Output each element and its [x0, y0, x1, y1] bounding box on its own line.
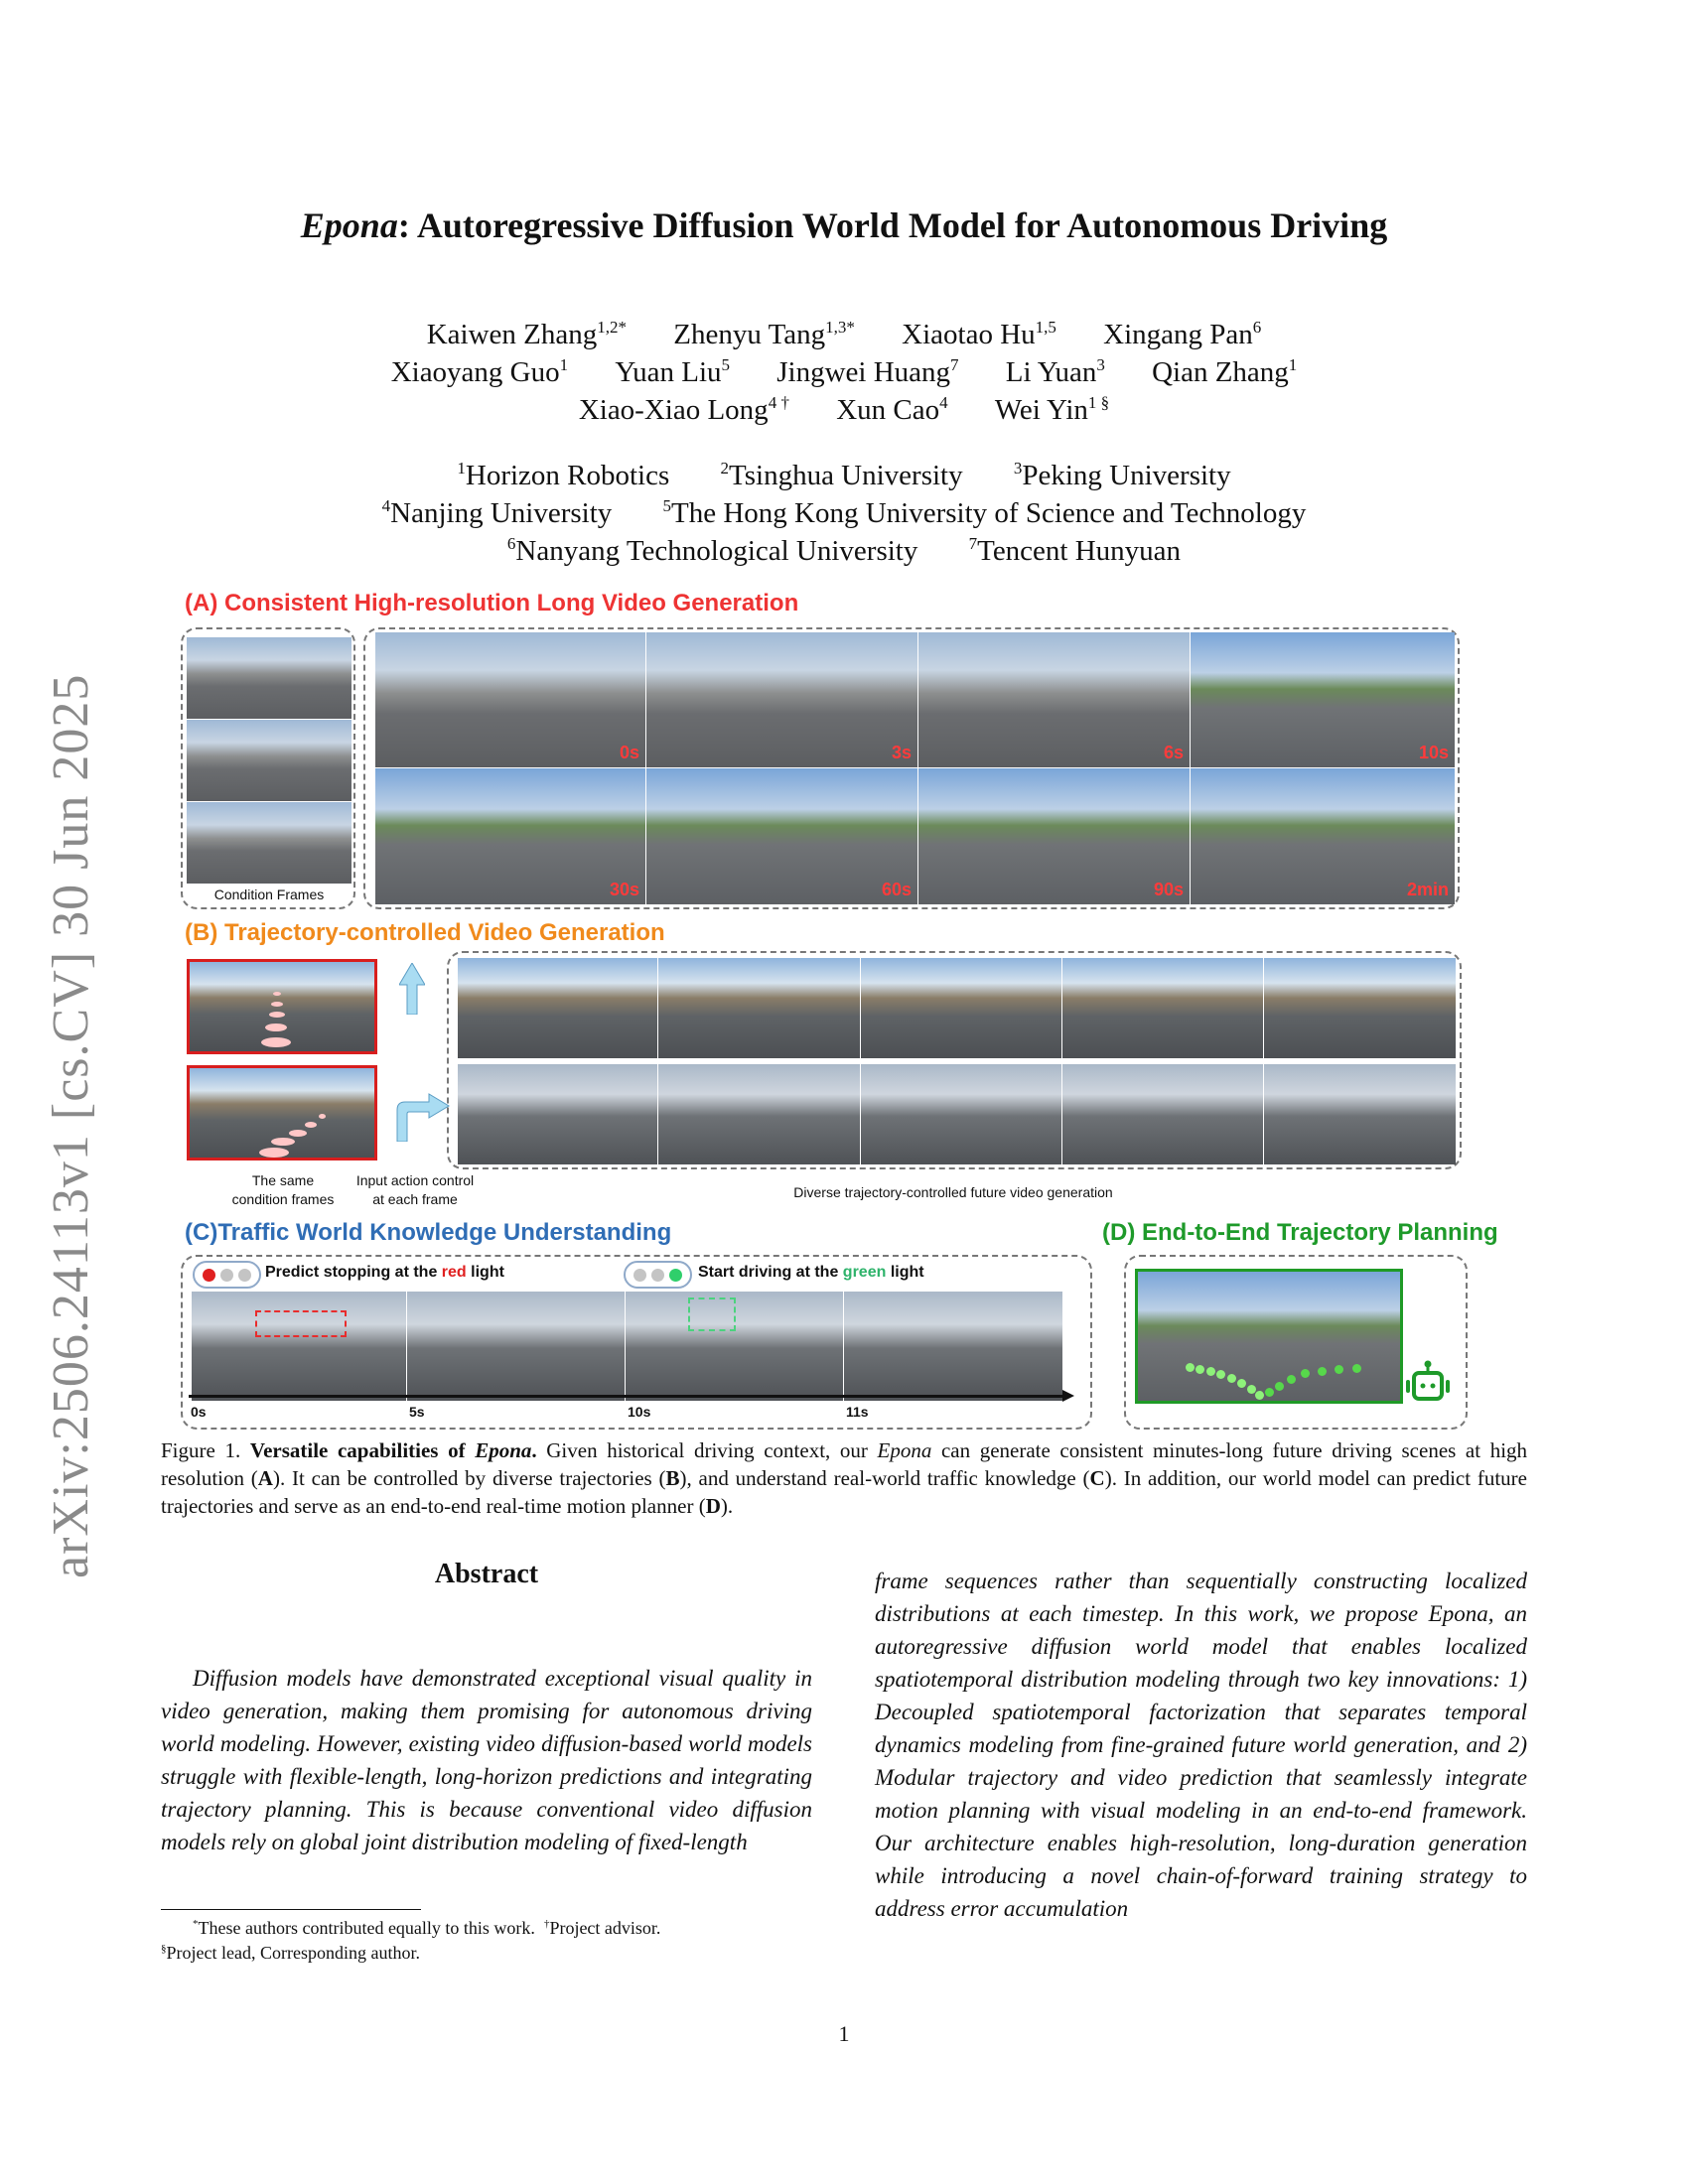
author: Wei Yin$^{1 \S}$ — [994, 393, 1110, 426]
condition-frame-turn — [187, 1065, 377, 1160]
traffic-frame — [407, 1292, 625, 1401]
light-off-icon — [238, 1269, 251, 1282]
section-c-title: (C)Traffic World Knowledge Understanding — [185, 1219, 672, 1246]
trajectory-frame — [1264, 958, 1456, 1058]
video-frame — [646, 632, 917, 767]
diverse-generation-caption: Diverse trajectory-controlled future video generation — [793, 1184, 1113, 1200]
light-off-icon — [633, 1269, 646, 1282]
page-number: 1 — [838, 2021, 850, 2046]
figure-caption: Figure 1. Versatile capabilities of Epona. Given historical driving context, our Epona can generate consistent minutes-long future driving scenes at high resolution (A). It can be controlled by diverse trajectories (B), and understand real-world traffic knowledge (C). In addition, our world model can predict future trajectories and serve as an end-to-end real-time motion planner (D). — [161, 1438, 1528, 1518]
robot-icon — [1405, 1360, 1451, 1404]
action-control-caption: Input action control at each frame — [355, 1172, 475, 1207]
timeline-tick: 11s — [846, 1404, 869, 1420]
section-a-title: (A) Consistent High-resolution Long Video Generation — [185, 590, 799, 616]
video-frame — [1191, 768, 1455, 904]
video-frame — [375, 768, 645, 904]
timeline-arrow-icon — [1062, 1390, 1074, 1402]
affiliation: $^4$Nanjing University — [381, 496, 613, 529]
condition-frame-image — [187, 720, 352, 801]
planning-frame — [1135, 1269, 1403, 1404]
author: Xiaoyang Guo$^1$ — [390, 355, 569, 388]
timestamp-label: 10s — [1418, 743, 1449, 762]
affiliation: $^3$Peking University — [1013, 459, 1231, 491]
trajectory-frame — [658, 958, 860, 1058]
author: Xun Cao$^4$ — [836, 393, 948, 426]
author-row — [0, 353, 1688, 391]
trajectory-frame — [1264, 1064, 1456, 1164]
timeline-tick: 10s — [628, 1404, 651, 1420]
author: Kaiwen Zhang$^{1,2*}$ — [426, 318, 628, 350]
timestamp-label: 60s — [881, 880, 912, 899]
traffic-frame — [192, 1292, 406, 1401]
light-off-icon — [220, 1269, 233, 1282]
green-light-indicator — [624, 1261, 692, 1289]
video-frame — [646, 768, 917, 904]
arrow-up-icon — [399, 963, 425, 1015]
arxiv-stamp: arXiv:2506.24113v1 [cs.CV] 30 Jun 2025 — [43, 673, 99, 1578]
light-off-icon — [651, 1269, 664, 1282]
section-b-title: (B) Trajectory-controlled Video Generation — [185, 919, 665, 946]
timestamp-label: 0s — [619, 743, 639, 762]
author: Yuan Liu$^5$ — [615, 355, 730, 388]
author: Qian Zhang$^1$ — [1152, 355, 1298, 388]
traffic-frame — [626, 1292, 843, 1401]
stop-label: Predict stopping at the red light — [265, 1264, 504, 1281]
red-light-indicator — [193, 1261, 261, 1289]
trajectory-frame — [458, 958, 657, 1058]
author-list — [0, 316, 1688, 429]
paper-title — [0, 205, 1688, 246]
light-green-icon — [669, 1269, 682, 1282]
trajectory-frame — [658, 1064, 860, 1164]
same-condition-caption: The same condition frames — [231, 1172, 335, 1207]
traffic-frame — [844, 1292, 1062, 1401]
author: Li Yuan$^3$ — [1005, 355, 1105, 388]
trajectory-frame — [1062, 1064, 1263, 1164]
footnote: *These authors contributed equally to this work. †Project advisor. §Project lead, Corresponding author. — [161, 1918, 661, 1963]
timestamp-label: 6s — [1163, 743, 1184, 762]
author: Xiao-Xiao Long$^{4 \dagger}$ — [578, 393, 789, 426]
go-label: Start driving at the green light — [698, 1264, 924, 1281]
title-italic: Epona — [300, 205, 398, 245]
affiliation-row — [0, 457, 1688, 494]
footnote-rule — [161, 1909, 421, 1910]
light-red-icon — [203, 1269, 215, 1282]
timeline-tick: 0s — [191, 1404, 207, 1420]
affiliation: $^7$Tencent Hunyuan — [968, 534, 1182, 567]
timestamp-label: 3s — [891, 743, 912, 762]
video-frame — [375, 632, 645, 767]
video-frame — [918, 632, 1190, 767]
affiliation-row — [0, 532, 1688, 570]
condition-frame-image — [187, 802, 352, 884]
author-row — [0, 391, 1688, 429]
condition-frame-straight — [187, 959, 377, 1054]
condition-frames-label: Condition Frames — [213, 887, 325, 902]
affiliation-list — [0, 457, 1688, 570]
timestamp-label: 2min — [1406, 880, 1449, 899]
abstract-right-column: frame sequences rather than sequentially constructing localized distributions at each timestep. In this work, we propose Epona, an autoregressive diffusion world model that enables localized spatiotemporal distribution modeling through two key innovations: 1) Decoupled spatiotemporal factorization that separates temporal dynamics modeling from fine-grained future world generation, and 2) Modular trajectory and video prediction that seamlessly integrate motion planning with visual modeling in an end-to-end framework. Our architecture enables high-resolution, long-duration generation while introducing a novel chain-of-forward training strategy to address error accumulation — [875, 1569, 1527, 1921]
affiliation: $^5$The Hong Kong University of Science and Technology — [662, 496, 1307, 529]
affiliation-row — [0, 494, 1688, 532]
author: Zhenyu Tang$^{1,3*}$ — [673, 318, 855, 350]
author: Xingang Pan$^6$ — [1103, 318, 1262, 350]
trajectory-frame — [458, 1064, 657, 1164]
title-rest: : Autoregressive Diffusion World Model for Autonomous Driving — [397, 205, 1388, 245]
abstract-left-column: Diffusion models have demonstrated exceptional visual quality in video generation, making them promising for autonomous driving world modeling. However, existing video diffusion-based world models struggle with flexible-length, long-horizon predictions and integrating trajectory planning. This is because conventional video diffusion models rely on global joint distribution modeling of fixed-length — [161, 1666, 812, 1854]
video-frame — [918, 768, 1190, 904]
affiliation: $^2$Tsinghua University — [720, 459, 963, 491]
affiliation: $^1$Horizon Robotics — [457, 459, 670, 491]
timeline-tick: 5s — [409, 1404, 425, 1420]
affiliation: $^6$Nanyang Technological University — [506, 534, 918, 567]
trajectory-frame — [1062, 958, 1263, 1058]
condition-frame-image — [187, 637, 352, 719]
timestamp-label: 30s — [609, 880, 639, 899]
timeline-axis — [189, 1395, 1064, 1398]
trajectory-frame — [861, 958, 1061, 1058]
author: Jingwei Huang$^7$ — [776, 355, 959, 388]
video-frame — [1191, 632, 1455, 767]
timestamp-label: 90s — [1153, 880, 1184, 899]
author-row — [0, 316, 1688, 353]
arrow-turn-right-icon — [393, 1092, 453, 1142]
section-d-title: (D) End-to-End Trajectory Planning — [1102, 1219, 1498, 1246]
trajectory-frame — [861, 1064, 1061, 1164]
author: Xiaotao Hu$^{1,5}$ — [902, 318, 1056, 350]
abstract-heading: Abstract — [434, 1559, 539, 1589]
